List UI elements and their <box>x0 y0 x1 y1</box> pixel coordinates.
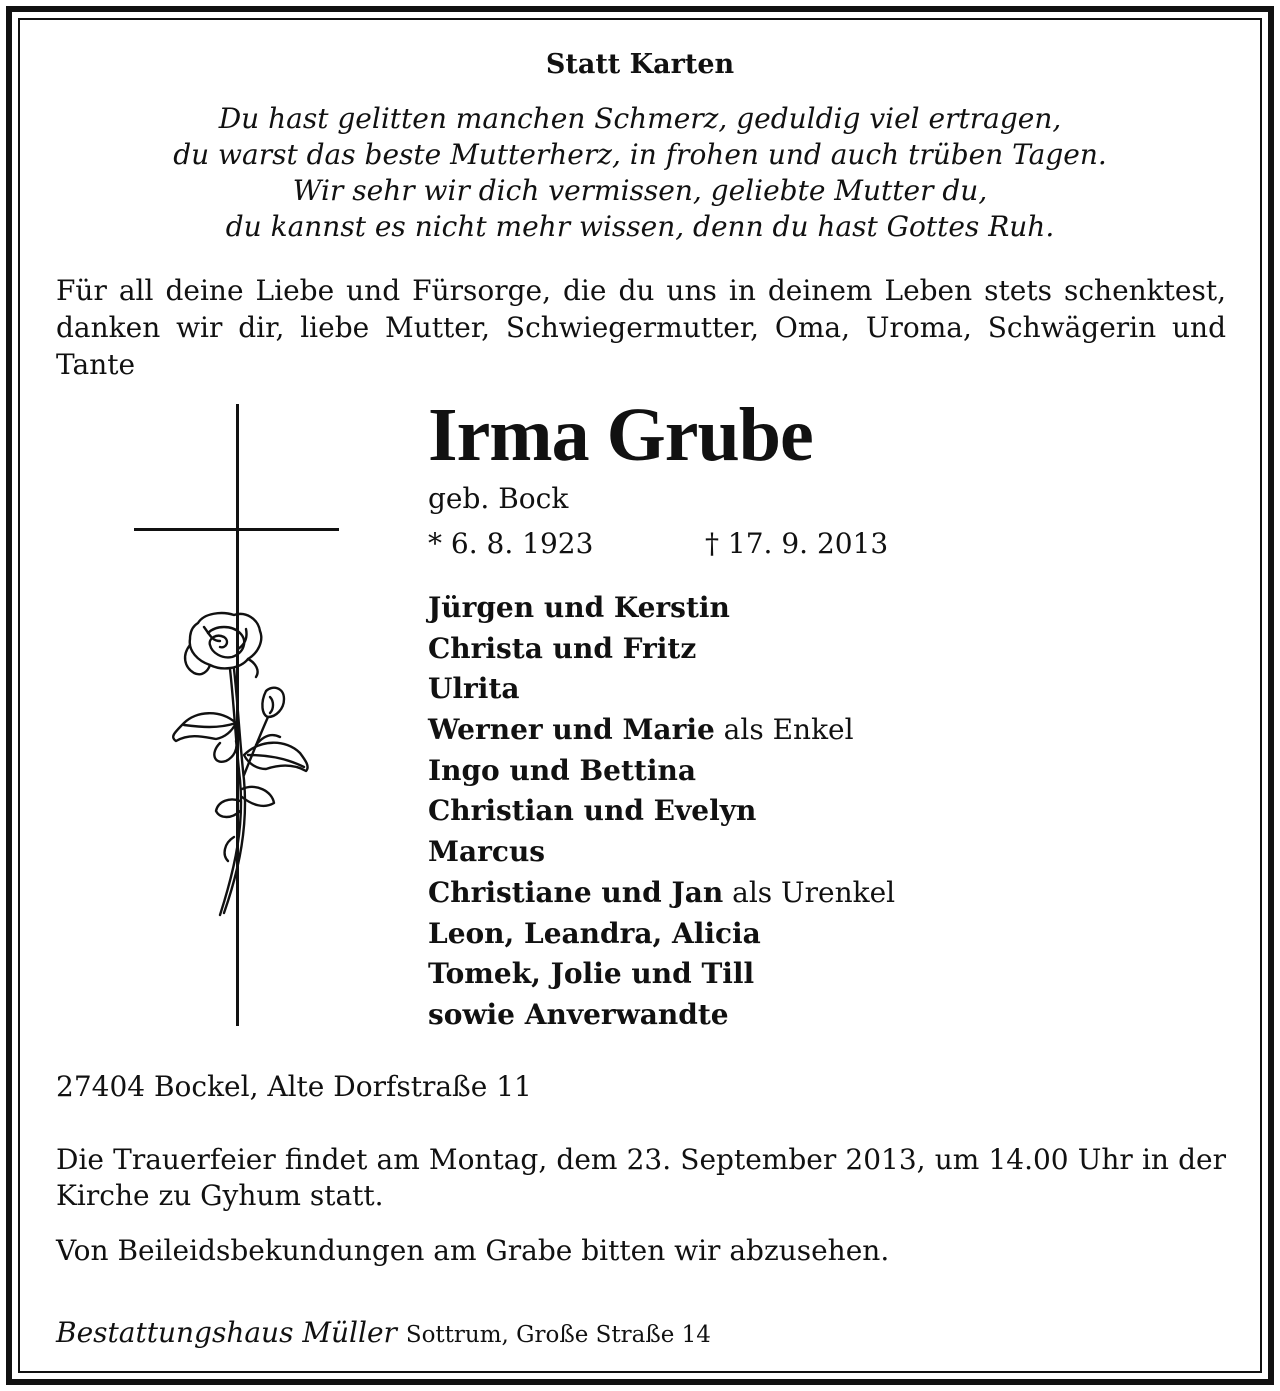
verse-line: du warst das beste Mutterherz, in frohen und auch trüben Tagen. <box>173 138 1107 171</box>
mourner-names: Jürgen und Kerstin <box>428 591 730 624</box>
mourner-names: Ulrita <box>428 672 520 706</box>
verse-line: Wir sehr wir dich vermissen, geliebte Mutter du, <box>292 174 988 207</box>
verse <box>0 101 1280 245</box>
deceased-name: Irma Grube <box>428 393 813 477</box>
death-date: † 17. 9. 2013 <box>705 527 889 560</box>
family-address: 27404 Bockel, Alte Dorfstraße 11 <box>56 1070 532 1103</box>
mourner-names: Christa und Fritz <box>428 631 697 665</box>
maiden-name: geb. Bock <box>428 482 569 515</box>
mourner-names: Ingo und Bettina <box>428 753 696 787</box>
mourner-role: als Urenkel <box>723 875 896 909</box>
rose-icon <box>160 605 320 925</box>
funeral-home-address: Sottrum, Große Straße 14 <box>405 1322 711 1348</box>
verse-line: du kannst es nicht mehr wissen, denn du hast Gottes Ruh. <box>225 210 1055 243</box>
funeral-home-name: Bestattungshaus Müller <box>56 1316 397 1349</box>
mourner-names: Werner und Marie <box>428 713 715 747</box>
mourner-role: als Enkel <box>714 713 854 747</box>
heading: Statt Karten <box>545 49 735 80</box>
mourner-names: Leon, Leandra, Alicia <box>428 916 761 950</box>
condolence-note: Von Beileidsbekundungen am Grabe bitten wir abzusehen. <box>56 1234 890 1267</box>
mourner-names: Christian und Evelyn <box>428 794 757 828</box>
mourner-row <box>428 995 895 1036</box>
mourner-row <box>428 791 895 832</box>
mourner-row <box>428 954 895 995</box>
mourner-names: Tomek, Jolie und Till <box>428 957 755 991</box>
mourner-row <box>428 873 895 914</box>
funeral-home <box>56 1315 711 1353</box>
mourner-row <box>428 629 895 670</box>
birth-date: * 6. 8. 1923 <box>428 527 594 560</box>
mourner-names: sowie Anverwandte <box>428 997 729 1031</box>
mourner-names: Christiane und Jan <box>428 875 724 909</box>
cross-bar <box>134 528 339 531</box>
service-text: Die Trauerfeier findet am Montag, dem 23. September 2013, um 14.00 Uhr in der Kirche zu Gyhum statt. <box>56 1143 1226 1212</box>
mourner-row <box>428 914 895 955</box>
mourner-row <box>428 751 895 792</box>
mourner-row <box>428 710 895 751</box>
verse-line: Du hast gelitten manchen Schmerz, geduldig viel ertragen, <box>218 102 1062 135</box>
mourner-row <box>428 832 895 873</box>
mourner-row <box>428 669 895 710</box>
mourners-list <box>428 588 895 1036</box>
mourner-row <box>428 588 895 629</box>
mourner-names: Marcus <box>428 835 546 869</box>
thanks-text: Für all deine Liebe und Fürsorge, die du uns in deinem Leben stets schenktest, danken wir dir, liebe Mutter, Schwiegermutter, Oma, Uroma, Schwägerin und Tante <box>56 274 1226 381</box>
